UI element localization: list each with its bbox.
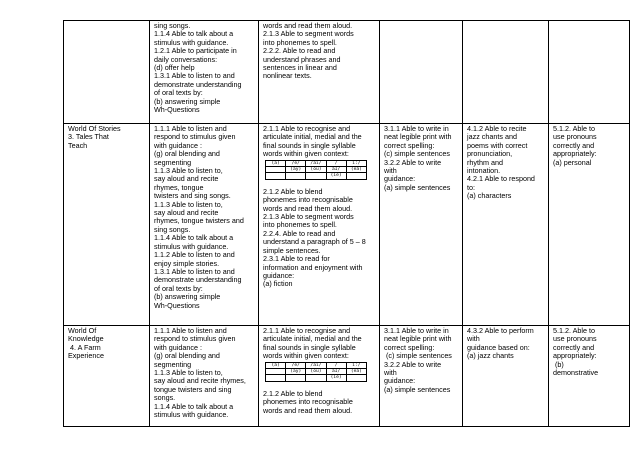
text-line: 2.1.2 Able to blend: [263, 388, 323, 398]
text-line: 1.1.3 Able to listen to,: [154, 199, 223, 209]
text-line: appropriately:: [553, 351, 597, 361]
theme-cell: [64, 21, 150, 124]
text-line: 2.1.1 Able to recognise and: [263, 124, 351, 133]
text-line: rhythm and: [467, 157, 503, 167]
text-line: poems with correct: [467, 140, 528, 150]
theme-line: Experience: [68, 351, 104, 361]
language-arts-cell: [463, 326, 549, 427]
text-line: final sounds in single syllable: [263, 140, 356, 150]
text-line: (c) simple sentences: [384, 351, 452, 361]
text-line: 5.1.2. Able to: [553, 124, 595, 133]
text-line: 1.1.3 Able to listen to,: [154, 368, 223, 378]
text-line: demonstrative: [553, 368, 599, 378]
phoneme-cell: [266, 173, 286, 179]
text-line: (a) fiction: [263, 279, 293, 289]
text-line: with: [467, 334, 480, 344]
text-line: 2.1.3 Able to segment words: [263, 29, 354, 39]
text-line: 1.1.1 Able to listen and: [154, 124, 227, 133]
listening-speaking-cell: [150, 326, 259, 427]
phoneme-cell: aI/: [326, 369, 346, 375]
text-line: stimulus with guidance.: [154, 241, 229, 251]
text-line: articulate initial, medial and the: [263, 132, 362, 142]
text-line: guidance based on:: [467, 342, 530, 352]
text-line: 2.1.1 Able to recognise and: [263, 326, 351, 335]
phoneme-cell: /: [326, 362, 346, 368]
phoneme-cell: (ay): [286, 369, 306, 375]
text-line: demonstrate understanding: [154, 79, 242, 89]
text-line: (c) simple sentences: [384, 149, 450, 159]
text-line: respond to stimulus given: [154, 132, 236, 142]
text-line: 2.2.2. Able to read and: [263, 46, 336, 56]
text-line: segmenting: [154, 359, 192, 369]
listening-speaking-cell: [150, 124, 259, 326]
text-line: words within given context:: [263, 149, 349, 159]
text-line: rhymes, tongue twisters and: [154, 216, 244, 226]
text-line: (b) answering simple: [154, 96, 221, 106]
text-line: Wh-Questions: [154, 300, 200, 310]
text-line: words and read them aloud.: [263, 405, 353, 415]
grammar-cell: [549, 21, 630, 124]
text-line: understand phrases and: [263, 54, 341, 64]
table-row: [64, 21, 630, 124]
theme-line: Knowledge: [68, 334, 104, 344]
phoneme-cell: /e/: [286, 160, 306, 166]
text-line: 3.2.2 Able to write: [384, 157, 442, 167]
phoneme-table: [265, 160, 367, 180]
text-line: correctly and: [553, 342, 595, 352]
text-line: phonemes into recognisable: [263, 195, 353, 205]
reading-cell: [259, 21, 380, 124]
phoneme-cell: /: [326, 160, 346, 166]
text-line: stimulus with guidance.: [154, 410, 229, 420]
phoneme-cell: (ie): [326, 173, 346, 179]
text-line: 1.1.4 Able to talk about a: [154, 233, 234, 243]
text-line: of oral texts by:: [154, 88, 203, 98]
text-line: sing songs.: [154, 21, 191, 30]
text-line: 3.2.2 Able to write: [384, 359, 442, 369]
grammar-cell: [549, 124, 630, 326]
theme-line: World Of Stories: [68, 124, 121, 133]
phoneme-cell: [286, 375, 306, 381]
reading-cell: [259, 326, 380, 427]
phoneme-cell: [286, 173, 306, 179]
text-line: articulate initial, medial and the: [263, 334, 362, 344]
writing-cell: [380, 21, 463, 124]
phoneme-cell: (ay): [286, 167, 306, 173]
text-line: (g) oral blending and: [154, 149, 220, 159]
phoneme-cell: [306, 173, 326, 179]
phoneme-cell: /e/: [286, 362, 306, 368]
text-line: Wh-Questions: [154, 105, 200, 115]
text-line: 3.1.1 Able to write in: [384, 326, 449, 335]
text-line: 1.1.4 Able to talk about a: [154, 401, 234, 411]
text-line: appropriately:: [553, 149, 597, 159]
theme-line: 4. A Farm: [68, 342, 101, 352]
text-line: understand a paragraph of 5 – 8: [263, 237, 366, 247]
text-line: 1.1.3 Able to listen to,: [154, 166, 223, 176]
text-line: say aloud and recite: [154, 208, 219, 218]
scheme-of-work-table: [63, 20, 630, 427]
theme-cell: [64, 124, 150, 326]
phoneme-cell: /ai/: [306, 160, 326, 166]
text-line: say aloud and recite rhymes,: [154, 376, 246, 386]
phoneme-table: [265, 362, 367, 382]
text-line: of oral texts by:: [154, 283, 203, 293]
text-line: twisters and sing songs.: [154, 191, 231, 201]
theme-line: World Of: [68, 326, 97, 335]
text-line: 4.3.2 Able to perform: [467, 326, 534, 335]
phoneme-cell: (ea): [346, 167, 366, 173]
text-line: (a) characters: [467, 191, 512, 201]
text-line: (b): [553, 359, 564, 369]
text-line: stimulus with guidance.: [154, 37, 229, 47]
text-line: pronunciation,: [467, 149, 513, 159]
text-line: nonlinear texts.: [263, 71, 312, 81]
text-line: guidance:: [384, 174, 416, 184]
writing-cell: [380, 326, 463, 427]
text-line: (g) oral blending and: [154, 351, 220, 361]
text-line: 2.3.1 Able to read for: [263, 254, 330, 264]
text-line: say aloud and recite: [154, 174, 219, 184]
theme-line: 3. Tales That: [68, 132, 109, 142]
text-line: 1.3.1 Able to listen to and: [154, 71, 235, 81]
text-line: use pronouns: [553, 334, 597, 344]
text-line: 1.1.2 Able to listen to and: [154, 250, 235, 260]
reading-cell: [259, 124, 380, 326]
text-line: 2.2.4. Able to read and: [263, 228, 336, 238]
text-line: with guidance :: [154, 140, 202, 150]
text-line: neat legible print with: [384, 132, 452, 142]
theme-cell: [64, 326, 150, 427]
text-line: (b) answering simple: [154, 292, 221, 302]
text-line: 3.1.1 Able to write in: [384, 124, 449, 133]
phoneme-cell: (ie): [326, 375, 346, 381]
text-line: (d) offer help: [154, 63, 195, 73]
phoneme-cell: i:/: [346, 160, 366, 166]
text-line: rhymes, tongue: [154, 182, 204, 192]
text-line: words within given context:: [263, 351, 349, 361]
text-line: words and read them aloud.: [263, 203, 353, 213]
text-line: 1.1.1 Able to listen and: [154, 326, 227, 335]
phoneme-cell: [346, 375, 366, 381]
text-line: 1.2.1 Able to participate in: [154, 46, 237, 56]
text-line: (a) personal: [553, 157, 592, 167]
phoneme-cell: /ai/: [306, 362, 326, 368]
text-line: 2.1.2 Able to blend: [263, 186, 323, 196]
text-line: 4.2.1 Able to respond: [467, 174, 535, 184]
text-line: songs.: [154, 393, 176, 403]
text-line: (a) simple sentences: [384, 182, 451, 192]
writing-cell: [380, 124, 463, 326]
phoneme-cell: (a): [266, 160, 286, 166]
table-row: [64, 326, 630, 427]
language-arts-cell: [463, 21, 549, 124]
text-line: simple sentences.: [263, 245, 321, 255]
text-line: guidance:: [384, 376, 416, 386]
text-line: correct spelling:: [384, 140, 435, 150]
text-line: tongue twisters and sing: [154, 384, 232, 394]
phoneme-cell: [346, 173, 366, 179]
text-line: phonemes into recognisable: [263, 397, 353, 407]
text-line: sentences in linear and: [263, 63, 337, 73]
listening-speaking-cell: [150, 21, 259, 124]
text-line: with: [384, 368, 397, 378]
text-line: enjoy simple stories.: [154, 258, 220, 268]
text-line: correct spelling:: [384, 342, 435, 352]
phoneme-cell: (a): [266, 362, 286, 368]
text-line: neat legible print with: [384, 334, 452, 344]
phoneme-cell: [306, 375, 326, 381]
phoneme-cell: (ou): [306, 167, 326, 173]
text-line: daily conversations:: [154, 54, 218, 64]
text-line: correctly and: [553, 140, 595, 150]
text-line: demonstrate understanding: [154, 275, 242, 285]
text-line: 5.1.2. Able to: [553, 326, 595, 335]
text-line: respond to stimulus given: [154, 334, 236, 344]
text-line: 1.3.1 Able to listen to and: [154, 266, 235, 276]
text-line: to:: [467, 182, 475, 192]
phoneme-cell: (ea): [346, 369, 366, 375]
grammar-cell: [549, 326, 630, 427]
text-line: into phonemes to spell.: [263, 220, 337, 230]
table-row: [64, 124, 630, 326]
text-line: final sounds in single syllable: [263, 342, 356, 352]
text-line: intonation.: [467, 166, 501, 176]
text-line: 2.1.3 Able to segment words: [263, 212, 354, 222]
text-line: with: [384, 166, 397, 176]
text-line: with guidance :: [154, 342, 202, 352]
language-arts-cell: [463, 124, 549, 326]
text-line: words and read them aloud.: [263, 21, 353, 30]
theme-line: Teach: [68, 140, 88, 150]
phoneme-cell: [266, 375, 286, 381]
text-line: into phonemes to spell.: [263, 37, 337, 47]
text-line: guidance:: [263, 270, 295, 280]
phoneme-cell: i:/: [346, 362, 366, 368]
text-line: 4.1.2 Able to recite: [467, 124, 527, 133]
text-line: sing songs.: [154, 224, 191, 234]
text-line: (a) jazz chants: [467, 351, 514, 361]
text-line: use pronouns: [553, 132, 597, 142]
phoneme-cell: (ou): [306, 369, 326, 375]
text-line: information and enjoyment with: [263, 262, 363, 272]
text-line: jazz chants and: [467, 132, 517, 142]
text-line: (a) simple sentences: [384, 384, 451, 394]
phoneme-cell: aI/: [326, 167, 346, 173]
text-line: segmenting: [154, 157, 192, 167]
text-line: 1.1.4 Able to talk about a: [154, 29, 234, 39]
